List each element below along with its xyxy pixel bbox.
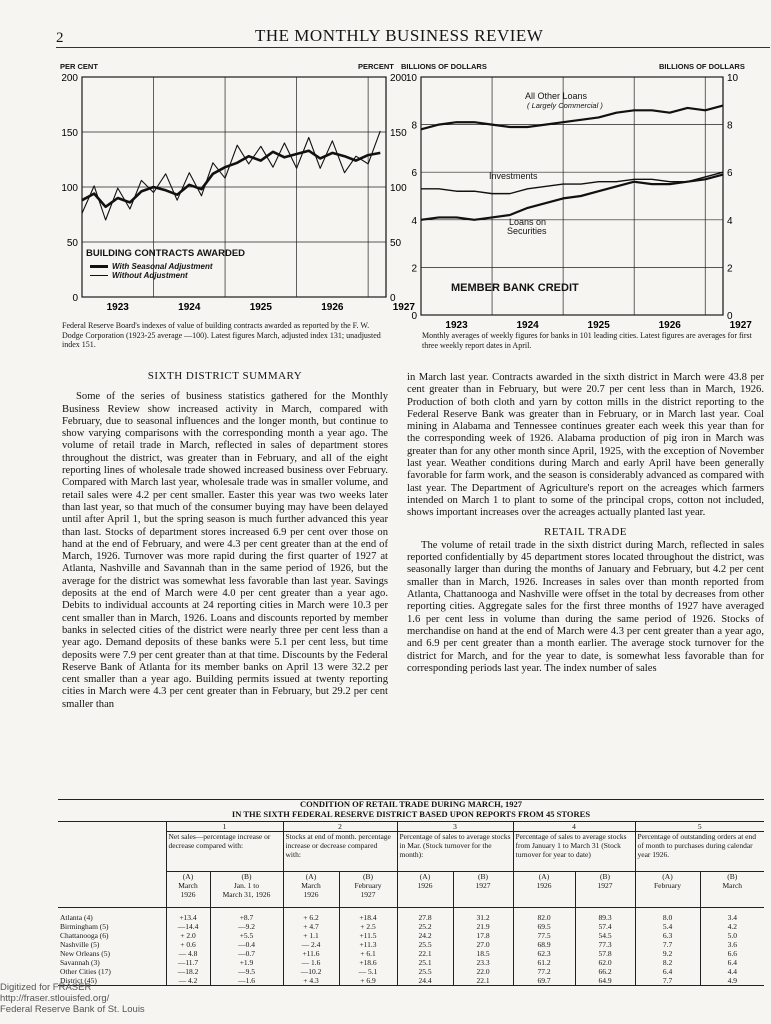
value-cell: 4.2 xyxy=(727,922,737,931)
sub-header-line: 1926 xyxy=(536,881,552,890)
value-cell: 77.2 xyxy=(513,967,575,976)
sub-header-line: March xyxy=(722,881,743,890)
value-cell: 68.9 xyxy=(513,940,575,949)
value-cell: + 2.5 xyxy=(339,922,397,931)
y-tick-label-right: 0 xyxy=(727,311,733,322)
sub-header-cell xyxy=(166,872,210,908)
group-header: Stocks at end of month. percentage increase or decrease compared with: xyxy=(283,832,397,872)
x-tick-label: 1927 xyxy=(392,302,416,313)
sub-header-cell xyxy=(339,872,397,908)
value-cell: 27.8 xyxy=(397,908,453,923)
y-tick-label-right: 8 xyxy=(727,120,733,132)
sub-header-line: 1926 xyxy=(417,881,433,890)
y-tick-label-right: 150 xyxy=(390,128,407,139)
value-cell: 62.0 xyxy=(575,958,635,967)
value-cell: 77.5 xyxy=(513,931,575,940)
value-cell: 25.1 xyxy=(397,958,453,967)
stub-cell xyxy=(58,872,166,908)
legend-item-adjusted xyxy=(90,262,245,271)
sub-header-cell xyxy=(283,872,339,908)
watermark-line2: http://fraser.stlouisfed.org/ xyxy=(0,993,110,1004)
value-cell: 17.8 xyxy=(453,931,513,940)
value-cell: 7.7 xyxy=(635,940,700,949)
sub-header-line: (A) xyxy=(419,872,431,881)
value-cell: +8.7 xyxy=(210,908,283,923)
y-tick-label: 2 xyxy=(411,263,417,275)
legend-item-unadjusted xyxy=(90,271,245,280)
sub-header-cell xyxy=(700,872,764,908)
sub-header-line: (B) xyxy=(478,872,488,881)
series-line-unadjusted xyxy=(82,131,380,220)
value-cell: +18.4 xyxy=(339,908,397,923)
value-cell: 6.6 xyxy=(727,949,737,958)
value-cell: — 4.8 xyxy=(166,949,210,958)
value-cell: 22.1 xyxy=(453,976,513,986)
value-cell: + 4.7 xyxy=(283,922,339,931)
group-header: Percentage of sales to average stocks from January 1 to March 31 (Stock turnover for year to date) xyxy=(513,832,635,872)
table-row xyxy=(58,931,764,940)
value-cell: 31.2 xyxy=(453,908,513,923)
legend-swatch-thick xyxy=(90,265,108,268)
value-cell: 69.5 xyxy=(513,922,575,931)
series-label-investments: Investments xyxy=(489,171,538,181)
x-tick-label: 1925 xyxy=(587,320,610,331)
value-cell: — 2.4 xyxy=(283,940,339,949)
sub-header-line: March xyxy=(178,881,198,890)
table-row xyxy=(58,967,764,976)
value-cell: 25.5 xyxy=(397,967,453,976)
value-cell: 6.4 xyxy=(635,967,700,976)
value-cell: 21.9 xyxy=(453,922,513,931)
right-axis-label: BILLIONS OF DOLLARS xyxy=(659,62,745,71)
value-cell: —9.2 xyxy=(210,922,283,931)
value-cell: 69.7 xyxy=(513,976,575,986)
x-tick-label: 1924 xyxy=(516,320,539,331)
table-row xyxy=(58,908,764,923)
page-number: 2 xyxy=(56,30,64,46)
member-bank-credit-chart xyxy=(401,60,771,331)
sub-header-line: (A) xyxy=(662,872,673,881)
series-sublabel-commercial: ( Largely Commercial ) xyxy=(527,101,603,110)
city-cell: District (45) xyxy=(58,976,166,986)
y-tick-label-right: 200 xyxy=(390,73,407,84)
value-cell: 57.4 xyxy=(575,922,635,931)
value-cell: 25.5 xyxy=(397,940,453,949)
retail-trade-table xyxy=(58,821,764,986)
sub-header-line: March xyxy=(301,881,321,890)
value-cell: —9.5 xyxy=(210,967,283,976)
city-cell: Other Cities (17) xyxy=(58,967,166,976)
column-number-row xyxy=(58,822,764,832)
sub-header-line: (B) xyxy=(363,872,373,881)
sub-header-line: March 31, 1926 xyxy=(222,890,271,899)
x-tick-label: 1926 xyxy=(321,302,344,313)
fraser-watermark xyxy=(0,982,145,1015)
table-title-line1: CONDITION OF RETAIL TRADE DURING MARCH, 1927 xyxy=(299,799,523,809)
table-title xyxy=(58,800,764,819)
value-cell: + 0.6 xyxy=(166,940,210,949)
legend-title: BUILDING CONTRACTS AWARDED xyxy=(86,248,246,259)
publication-title: THE MONTHLY BUSINESS REVIEW xyxy=(255,26,544,45)
value-cell: +11.6 xyxy=(283,949,339,958)
value-cell: — 4.2 xyxy=(166,976,210,986)
x-tick-label: 1925 xyxy=(249,302,272,313)
value-cell: 7.7 xyxy=(635,976,700,986)
series-label-loans-on: Loans on xyxy=(509,217,547,227)
series-label-other-loans: All Other Loans xyxy=(525,91,588,101)
series-label-securities: Securities xyxy=(507,226,547,236)
sub-header-row xyxy=(58,872,764,908)
value-cell: 4.4 xyxy=(727,967,737,976)
table-row xyxy=(58,922,764,931)
value-cell: —0.7 xyxy=(210,949,283,958)
sub-header-line: (A) xyxy=(305,872,317,881)
y-tick-label-right: 2 xyxy=(727,263,733,275)
sub-header-cell xyxy=(210,872,283,908)
y-tick-label: 0 xyxy=(72,293,78,304)
value-cell: 5.0 xyxy=(727,931,737,940)
value-cell: + 4.3 xyxy=(283,976,339,986)
value-cell: 24.4 xyxy=(397,976,453,986)
table-row xyxy=(58,949,764,958)
sub-header-line: 1926 xyxy=(303,890,319,899)
sub-header-line: February xyxy=(653,881,682,890)
value-cell: +18.6 xyxy=(339,958,397,967)
city-cell: New Orleans (5) xyxy=(58,949,166,958)
value-cell: 89.3 xyxy=(575,908,635,923)
sub-header-line: Jan. 1 to xyxy=(233,881,260,890)
value-cell: 64.9 xyxy=(575,976,635,986)
value-cell: 5.4 xyxy=(635,922,700,931)
y-tick-label-right: 4 xyxy=(727,215,733,227)
value-cell: 23.3 xyxy=(453,958,513,967)
building-contracts-chart xyxy=(56,60,416,313)
summary-continuation: in March last year. Contracts awarded in the sixth district in March were 43.8 per cent greater than in February, but were 20.7 per cent less than in March, 1926. Production of both cloth and yarn by cotton mills in the district reporting to the Federal Reserve Bank was greater than in February, or in March last year. Coal mining in Alabama and Tennessee continues greater each week this year than for the corresponding week of 1926. Alabama production of pig iron in March was greater than for any other month since April, 1925, with the exception of November last year. Weather conditions during March and early April have been generally favorable for farm work, and the season is considerably advanced as compared with last year. The Department of Agriculture's report on the acreages which farmers intended on March 1 to plant to some of the principal crops, cotton not included, shows important increases over the acreages actually planted last year. xyxy=(407,372,764,519)
right-chart-caption: Monthly averages of weekly figures for banks in 101 leading cities. Latest figures are averages for first three weekly report dates in April. xyxy=(422,331,752,350)
col-number: 2 xyxy=(283,822,397,832)
value-cell: 77.3 xyxy=(575,940,635,949)
watermark-line3: Federal Reserve Bank of St. Louis xyxy=(0,1004,145,1015)
summary-heading: SIXTH DISTRICT SUMMARY xyxy=(147,370,303,382)
y-tick-label-right: 10 xyxy=(727,73,739,84)
sub-header-line: 1927 xyxy=(475,881,491,890)
value-cell: —11.7 xyxy=(166,958,210,967)
table-row xyxy=(58,976,764,986)
sub-header-line: 1926 xyxy=(180,890,196,899)
group-header: Net sales—percentage increase or decrease compared with: xyxy=(166,832,283,872)
sub-header-cell xyxy=(397,872,453,908)
sub-header-line: February xyxy=(354,881,382,890)
city-cell: Atlanta (4) xyxy=(58,908,166,923)
value-cell: + 6.1 xyxy=(339,949,397,958)
x-tick-label: 1923 xyxy=(445,320,468,331)
value-cell: 82.0 xyxy=(513,908,575,923)
stub-cell xyxy=(58,832,166,872)
value-cell: + 6.9 xyxy=(339,976,397,986)
table-row xyxy=(58,958,764,967)
value-cell: — 1.6 xyxy=(283,958,339,967)
x-tick-label: 1924 xyxy=(178,302,201,313)
y-tick-label: 4 xyxy=(411,215,417,227)
table-body xyxy=(58,908,764,986)
value-cell: 57.8 xyxy=(575,949,635,958)
value-cell: 4.9 xyxy=(727,976,737,985)
y-tick-label: 8 xyxy=(411,120,417,132)
value-cell: 66.2 xyxy=(575,967,635,976)
sub-header-line: (B) xyxy=(600,872,610,881)
sub-header-line: 1927 xyxy=(597,881,613,890)
y-tick-label-right: 50 xyxy=(390,238,402,249)
value-cell: 3.6 xyxy=(727,940,737,949)
y-tick-label-right: 100 xyxy=(390,183,407,194)
y-tick-label: 10 xyxy=(405,73,417,84)
value-cell: +11.5 xyxy=(339,931,397,940)
legend-swatch-thin xyxy=(90,275,108,276)
value-cell: +1.9 xyxy=(210,958,283,967)
y-tick-label: 200 xyxy=(61,73,78,84)
value-cell: 8.2 xyxy=(635,958,700,967)
value-cell: —0.4 xyxy=(210,940,283,949)
value-cell: 24.2 xyxy=(397,931,453,940)
x-tick-label: 1926 xyxy=(658,320,681,331)
left-chart-caption: Federal Reserve Board's indexes of value of building contracts awarded as reported by the F. W. Dodge Corporation (1923-25 average —100). Latest figures March, adjusted index 131; unadjusted index 151. xyxy=(62,321,381,349)
value-cell: 18.5 xyxy=(453,949,513,958)
watermark-line1: Digitized for FRASER xyxy=(0,982,92,993)
value-cell: —14.4 xyxy=(166,922,210,931)
sub-header-cell xyxy=(453,872,513,908)
sub-header-cell xyxy=(513,872,575,908)
y-tick-label: 150 xyxy=(61,128,78,139)
y-tick-label: 100 xyxy=(61,183,78,194)
value-cell: 22.1 xyxy=(397,949,453,958)
left-axis-label: BILLIONS OF DOLLARS xyxy=(401,62,487,71)
plot-frame xyxy=(421,77,723,315)
value-cell: + 6.2 xyxy=(283,908,339,923)
value-cell: 8.0 xyxy=(635,908,700,923)
value-cell: 6.4 xyxy=(727,958,737,967)
sub-header-line: (A) xyxy=(182,872,194,881)
group-header-row xyxy=(58,832,764,872)
table-row xyxy=(58,940,764,949)
value-cell: 22.0 xyxy=(453,967,513,976)
right-axis-label: PERCENT xyxy=(358,62,394,71)
value-cell: —18.2 xyxy=(166,967,210,976)
retail-paragraph: The volume of retail trade in the sixth district during March, reflected in sales reported confidentially by 45 department stores located throughout the district, was seasonally larger than during the months of January and February, but 4.2 per cent smaller than in March, 1926. Increases in sales over than month reported from Atlanta, Chattanooga and Nashville were offset in the total by decreases from other reporting cities. Aggregate sales for the first three months of 1927 have averaged 1.6 per cent less in volume than during the same period of 1926. Stocks of merchandise on hand at the end of March were 4.3 per cent greater than a year ago, and 6.9 per cent greater than a month earlier. The average stock turnover for the district for March, and for the year to date, is somewhat less favorable than for corresponding periods last year. The index number of sales xyxy=(407,539,764,674)
value-cell: — 5.1 xyxy=(339,967,397,976)
value-cell: 6.3 xyxy=(635,931,700,940)
value-cell: + 2.0 xyxy=(166,931,210,940)
legend-label-unadjusted: Without Adjustment xyxy=(112,271,188,280)
stub-cell xyxy=(58,822,166,832)
col-number: 1 xyxy=(166,822,283,832)
left-axis-label: PER CENT xyxy=(60,62,98,71)
value-cell: 25.2 xyxy=(397,922,453,931)
table-title-line2: IN THE SIXTH FEDERAL RESERVE DISTRICT BASED UPON REPORTS FROM 45 STORES xyxy=(231,808,591,819)
group-header: Percentage of sales to average stocks in Mar. (Stock turnover for the month): xyxy=(397,832,513,872)
sub-header-line: (A) xyxy=(538,872,550,881)
retail-trade-table-block xyxy=(58,799,764,986)
summary-paragraph: Some of the series of business statistics gathered for the Monthly Business Review show increased activity in March, compared with February, due to seasonal influences and the longer month, but continue to show varying comparisons with the corresponding month a year ago. The volume of retail trade in March, reflected in sales of department stores throughout the district, was greater than in February, and all of the eight reporting lines of wholesale trade showed increased business over February. Compared with March last year, wholesale trade was in smaller volume, and retail sales were 4.2 per cent smaller. Easter this year was two weeks later than last year, so that much of the consumer buying may have been delayed until after April 1, but the spring season is much further advanced this year than last. Stocks of department stores increased 6.9 per cent over those on hand at the end of February, and were 4.3 per cent greater than at the end of March, 1926. Turnover was more rapid during the first quarter of 1927 at Atlanta, Nashville and Savannah than in the same period of 1926, but the average for the district was somewhat less favorable than last year. Savings deposits at the end of March were 4.0 per cent greater than a year ago. Debits to individual accounts at 24 reporting cities in March were 10.3 per cent smaller than in March, 1926. Loans and discounts reported by member banks in selected cities of the district were nearly three per cent less than a year ago. Demand deposits of these banks were 5.1 per cent less, but time deposits were 7.9 per cent greater than at that time. Discounts by the Federal Reserve Bank of Atlanta for its member banks on April 13 were 32.2 per cent smaller than a year ago. Building permits issued at twenty reporting cities in March were 4.3 per cent greater than in February, but 29.2 per cent smaller than xyxy=(62,391,388,710)
y-tick-label-right: 6 xyxy=(727,168,733,180)
value-cell: +13.4 xyxy=(166,908,210,923)
chart-title: MEMBER BANK CREDIT xyxy=(451,282,579,294)
y-tick-label-right: 0 xyxy=(390,293,396,304)
summary-column xyxy=(62,370,388,711)
y-tick-label: 0 xyxy=(411,311,417,322)
series-line-seasonally-adjusted xyxy=(82,151,380,207)
retail-heading: RETAIL TRADE xyxy=(543,525,628,538)
value-cell: 61.2 xyxy=(513,958,575,967)
y-tick-label: 50 xyxy=(66,238,78,249)
sub-header-cell xyxy=(635,872,700,908)
value-cell: 62.3 xyxy=(513,949,575,958)
value-cell: 27.0 xyxy=(453,940,513,949)
sub-header-line: 1927 xyxy=(360,890,376,899)
sub-header-line: (B) xyxy=(241,872,252,881)
legend-label-adjusted: With Seasonal Adjustment xyxy=(112,262,213,271)
value-cell: —10.2 xyxy=(283,967,339,976)
y-tick-label: 6 xyxy=(411,168,417,180)
x-tick-label: 1923 xyxy=(106,302,129,313)
value-cell: 3.4 xyxy=(727,913,737,922)
city-cell: Chattanooga (6) xyxy=(58,931,166,940)
value-cell: —1.6 xyxy=(210,976,283,986)
x-tick-label: 1927 xyxy=(729,320,752,331)
city-cell: Nashville (5) xyxy=(58,940,166,949)
value-cell: + 1.1 xyxy=(283,931,339,940)
header-rule xyxy=(56,47,770,48)
city-cell: Birmingham (5) xyxy=(58,922,166,931)
group-header: Percentage of outstanding orders at end of month to purchases during calendar year 1926. xyxy=(635,832,764,872)
value-cell: 9.2 xyxy=(635,949,700,958)
chart-legend xyxy=(86,248,245,280)
col-number: 4 xyxy=(513,822,635,832)
value-cell: 54.5 xyxy=(575,931,635,940)
sub-header-cell xyxy=(575,872,635,908)
value-cell: +5.5 xyxy=(210,931,283,940)
city-cell: Savannah (3) xyxy=(58,958,166,967)
value-cell: +11.3 xyxy=(339,940,397,949)
col-number: 3 xyxy=(397,822,513,832)
sub-header-line: (B) xyxy=(727,872,738,881)
col-number: 5 xyxy=(697,822,702,831)
right-column xyxy=(407,372,764,675)
